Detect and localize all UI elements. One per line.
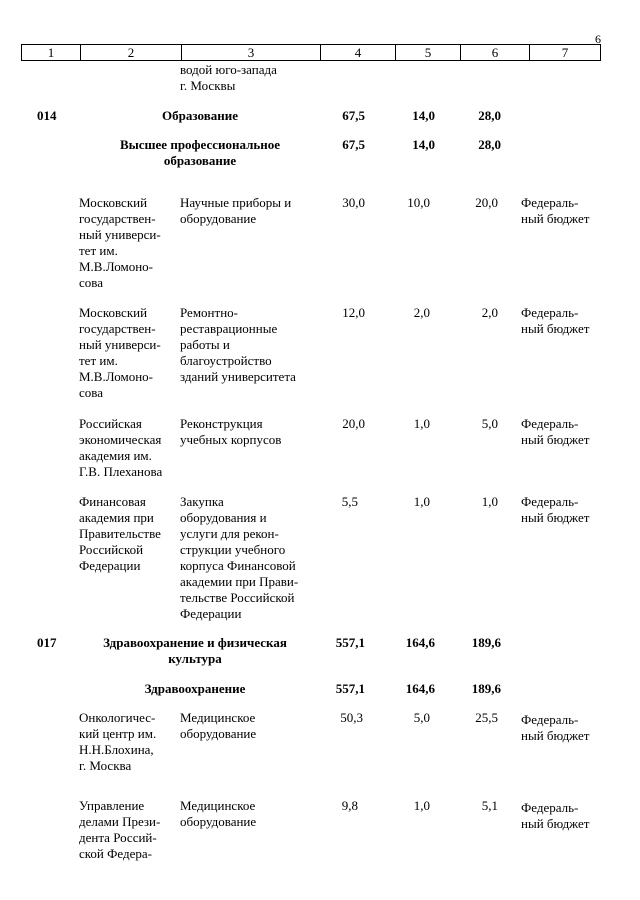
row-value-col5: 10,0 [407, 195, 430, 210]
subsection-value-col5: 14,0 [412, 137, 435, 152]
row-funding-source: Федераль- ный бюджет [521, 494, 590, 525]
row-value-col6: 5,0 [481, 416, 498, 431]
row-description: Медицинское оборудование [180, 798, 257, 829]
row-value-col6: 1,0 [481, 494, 498, 509]
header-col-3: 3 [182, 45, 321, 60]
section-code: 014 [37, 108, 57, 123]
row-organization: Управление делами Прези- дента Россий- ской Федера- [79, 798, 161, 861]
subsection-value-col6: 189,6 [471, 681, 501, 696]
header-col-2: 2 [81, 45, 182, 60]
row-value-col4: 20,0 [342, 416, 365, 431]
header-col-5: 5 [396, 45, 461, 60]
row-description: Ремонтно- реставрационные работы и благоустройство зданий университета [180, 305, 296, 384]
continued-text: водой юго-запада г. Москвы [180, 62, 277, 93]
subsection-title: Здравоохранение [144, 681, 246, 696]
section-value-col5: 164,6 [405, 635, 435, 650]
row-value-col6: 2,0 [481, 305, 498, 320]
row-value-col4: 5,5 [341, 494, 358, 509]
section-code: 017 [37, 635, 57, 650]
row-value-col4: 12,0 [342, 305, 365, 320]
row-funding-source: Федераль- ный бюджет [521, 800, 590, 831]
row-description: Реконструкция учебных корпусов [180, 416, 282, 447]
row-value-col5: 1,0 [413, 798, 430, 813]
subsection-title: Высшее профессиональное образование [119, 137, 281, 168]
section-title: Образование [162, 108, 238, 123]
header-col-4: 4 [321, 45, 396, 60]
row-value-col5: 1,0 [413, 416, 430, 431]
row-value-col4: 50,3 [340, 710, 363, 725]
row-description: Медицинское оборудование [180, 710, 257, 741]
section-value-col6: 189,6 [471, 635, 501, 650]
header-col-7: 7 [561, 45, 569, 60]
row-organization: Московский государствен- ный универси- тет им. М.В.Ломоно- сова [79, 305, 161, 400]
page-number: 6 [595, 32, 601, 46]
row-description: Научные приборы и оборудование [180, 195, 292, 226]
section-value-col4: 67,5 [342, 108, 365, 123]
row-organization: Финансовая академия при Правительстве Российской Федерации [79, 494, 161, 573]
row-funding-source: Федераль- ный бюджет [521, 305, 590, 336]
row-value-col5: 5,0 [413, 710, 430, 725]
row-value-col5: 2,0 [413, 305, 430, 320]
subsection-value-col4: 67,5 [342, 137, 365, 152]
row-value-col5: 1,0 [413, 494, 430, 509]
row-funding-source: Федераль- ный бюджет [521, 195, 590, 226]
row-funding-source: Федераль- ный бюджет [521, 712, 590, 743]
row-value-col6: 5,1 [481, 798, 498, 813]
row-organization: Российская экономическая академия им. Г.В. Плеханова [79, 416, 163, 479]
header-col-6: 6 [461, 45, 530, 60]
section-value-col5: 14,0 [412, 108, 435, 123]
row-description: Закупка оборудования и услуги для рекон- струкции учебного корпуса Финансовой академии при Прави- тельстве Российской Федерации [180, 494, 299, 621]
row-organization: Московский государствен- ный универси- тет им. М.В.Ломоно- сова [79, 195, 161, 290]
section-title: Здравоохранение и физическая культура [103, 635, 287, 666]
row-value-col4: 9,8 [341, 798, 358, 813]
row-value-col6: 20,0 [475, 195, 498, 210]
row-organization: Онкологичес- кий центр им. Н.Н.Блохина, г. Москва [79, 710, 157, 773]
subsection-value-col5: 164,6 [405, 681, 435, 696]
row-value-col4: 30,0 [342, 195, 365, 210]
row-funding-source: Федераль- ный бюджет [521, 416, 590, 447]
table-header [21, 44, 601, 61]
section-value-col6: 28,0 [478, 108, 501, 123]
row-value-col6: 25,5 [475, 710, 498, 725]
subsection-value-col6: 28,0 [478, 137, 501, 152]
header-col-1: 1 [22, 45, 81, 60]
subsection-value-col4: 557,1 [335, 681, 365, 696]
section-value-col4: 557,1 [335, 635, 365, 650]
